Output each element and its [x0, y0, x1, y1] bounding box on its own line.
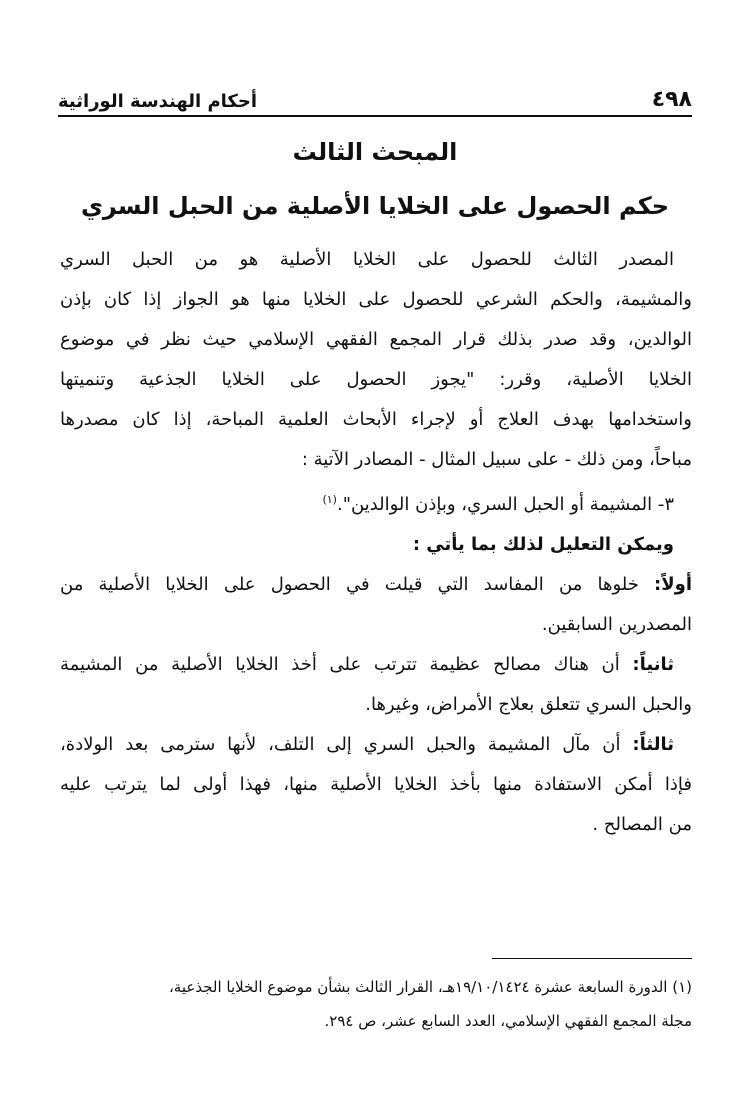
- footnote-line: (١) الدورة السابعة عشرة ١٩/١٠/١٤٢٤هـ، القرار الثالث بشأن موضوع الخلايا الجذعية،: [168, 978, 692, 996]
- reason-label: ثانياً:: [632, 654, 675, 675]
- reason-label: أولاً:: [654, 574, 692, 595]
- reason-text: خلوها من المفاسد التي قيلت في الحصول على الخلايا الأصلية من: [60, 574, 639, 595]
- paragraph-line: فإذا أمكن الاستفادة منها بأخذ الخلايا الأصلية منها، فهذا أولى لما يترتب عليه: [60, 774, 692, 795]
- reason-first: [60, 565, 692, 605]
- quoted-item-text: ٣- المشيمة أو الحبل السري، وبإذن الوالدين".: [336, 494, 674, 515]
- paragraph-line: مباحاً، ومن ذلك - على سبيل المثال - المصادر الآتية :: [301, 449, 692, 470]
- section-heading: المبحث الثالث: [292, 138, 458, 166]
- reasons-intro: ويمكن التعليل لذلك بما يأتي :: [412, 534, 674, 555]
- quoted-item: [60, 480, 692, 525]
- paragraph-line: من المصالح .: [592, 814, 692, 835]
- paragraph-line: الخلايا الأصلية، وقرر: "يجوز الحصول على الخلايا الجذعية وتنميتها: [60, 369, 692, 390]
- reason-text: أن مآل المشيمة والحبل السري إلى التلف، لأنها سترمى بعد الولادة،: [60, 734, 621, 755]
- footnote: [60, 970, 692, 1038]
- paragraph-line: والحبل السري تتعلق بعلاج الأمراض، وغيرها.: [365, 694, 692, 715]
- paragraph-line: المصدرين السابقين.: [541, 614, 692, 635]
- footnote-separator: [492, 958, 692, 959]
- paragraph-line: الوالدين، وقد صدر بذلك قرار المجمع الفقهي الإسلامي حيث نظر في موضوع: [60, 329, 692, 350]
- reason-text: أن هناك مصالح عظيمة تترتب على أخذ الخلايا الأصلية من المشيمة: [60, 654, 620, 675]
- page-header: [58, 78, 692, 117]
- reason-third: [60, 725, 692, 765]
- page-number: ٤٩٨: [651, 87, 692, 112]
- running-title: أحكام الهندسة الوراثية: [58, 91, 258, 112]
- reason-second: [60, 645, 692, 685]
- paragraph-line: واستخدامها بهدف العلاج أو لإجراء الأبحاث العلمية المباحة، إذا كان مصدرها: [60, 409, 692, 430]
- reason-label: ثالثاً:: [632, 734, 674, 755]
- section-title: حكم الحصول على الخلايا الأصلية من الحبل السري: [80, 192, 670, 220]
- main-text: [60, 240, 692, 845]
- footnote-line: مجلة المجمع الفقهي الإسلامي، العدد السابع عشر، ص ٢٩٤.: [324, 1012, 692, 1030]
- paragraph-line: المصدر الثالث للحصول على الخلايا الأصلية هو من الحبل السري: [60, 249, 674, 270]
- footnote-marker[interactable]: (١): [322, 493, 337, 506]
- paragraph-line: والمشيمة، والحكم الشرعي للحصول على الخلايا منها هو الجواز إذا كان بإذن: [60, 289, 692, 310]
